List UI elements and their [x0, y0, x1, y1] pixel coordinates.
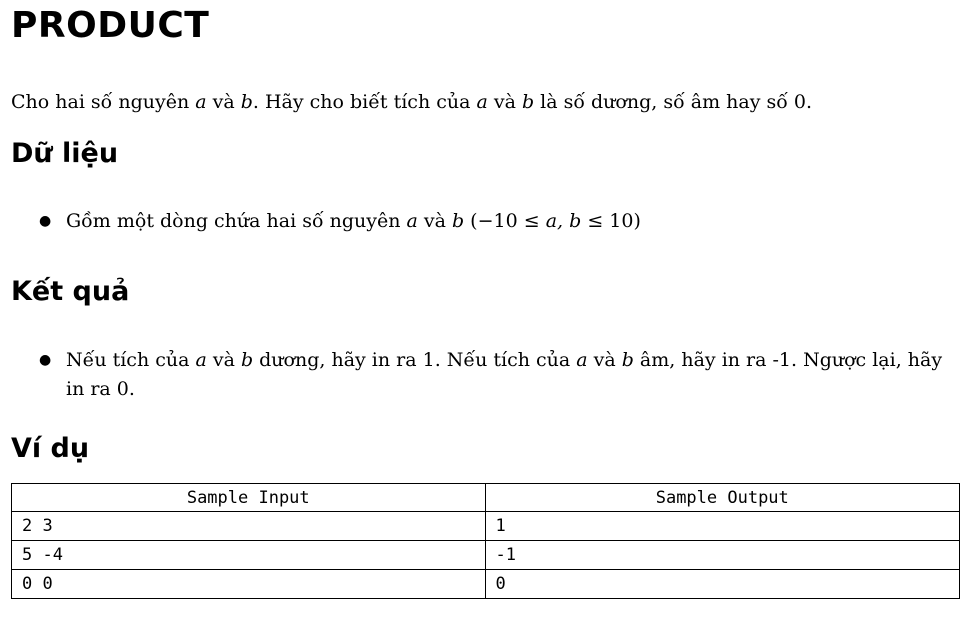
- var-b: b: [451, 210, 465, 232]
- bullet-text: và: [206, 349, 241, 371]
- var-a: a: [195, 349, 207, 371]
- var-a: a: [195, 91, 207, 113]
- sample-input-cell: 0 0: [12, 570, 486, 599]
- section-heading-input: Dữ liệu: [11, 138, 119, 169]
- sample-input-cell: 5 -4: [12, 541, 486, 570]
- bullet-icon: ●: [39, 352, 52, 368]
- intro-text: Cho hai số nguyên: [11, 91, 196, 113]
- input-description: [41, 207, 961, 236]
- var-b: b: [621, 349, 634, 371]
- bullet-text: và: [587, 349, 622, 371]
- section-heading-examples: Ví dụ: [11, 433, 90, 464]
- intro-text: và: [206, 91, 241, 113]
- section-heading-output: Kết quả: [11, 276, 130, 307]
- bullet-text: và: [417, 210, 452, 232]
- var-a: a: [406, 210, 418, 232]
- output-description: [41, 346, 961, 404]
- intro-text: . Hãy cho biết tích của: [252, 91, 477, 113]
- var-a: a: [576, 349, 588, 371]
- sample-output-cell: 1: [485, 512, 960, 541]
- bullet-icon: ●: [39, 213, 52, 229]
- var-ab: a, b: [545, 210, 582, 232]
- problem-title: PRODUCT: [11, 5, 210, 46]
- sample-input-cell: 2 3: [12, 512, 486, 541]
- bullet-text: (−10 ≤: [464, 210, 546, 232]
- bullet-text: Gồm một dòng chứa hai số nguyên: [66, 210, 407, 232]
- output-bullet: [41, 346, 961, 404]
- table-row: [12, 512, 960, 541]
- var-b: b: [240, 91, 253, 113]
- var-a: a: [476, 91, 488, 113]
- intro-text: là số dương, số âm hay số 0.: [534, 91, 813, 113]
- problem-intro: [11, 91, 812, 113]
- bullet-text: âm, hãy in ra -1. Ngược lại, hãy in ra 0.: [66, 349, 943, 400]
- input-bullet: [41, 207, 961, 236]
- var-b: b: [240, 349, 254, 371]
- var-b: b: [521, 91, 535, 113]
- table-row: [12, 541, 960, 570]
- bullet-text: dương, hãy in ra 1. Nếu tích của: [253, 349, 577, 371]
- table-header-row: [12, 484, 960, 512]
- column-header-sample-input: Sample Input: [12, 484, 486, 512]
- table-row: [12, 570, 960, 599]
- sample-table: [11, 483, 960, 599]
- column-header-sample-output: Sample Output: [485, 484, 960, 512]
- bullet-text: Nếu tích của: [66, 349, 196, 371]
- sample-output-cell: 0: [485, 570, 960, 599]
- bullet-text: ≤ 10): [581, 210, 641, 232]
- intro-text: và: [487, 91, 522, 113]
- sample-output-cell: -1: [485, 541, 960, 570]
